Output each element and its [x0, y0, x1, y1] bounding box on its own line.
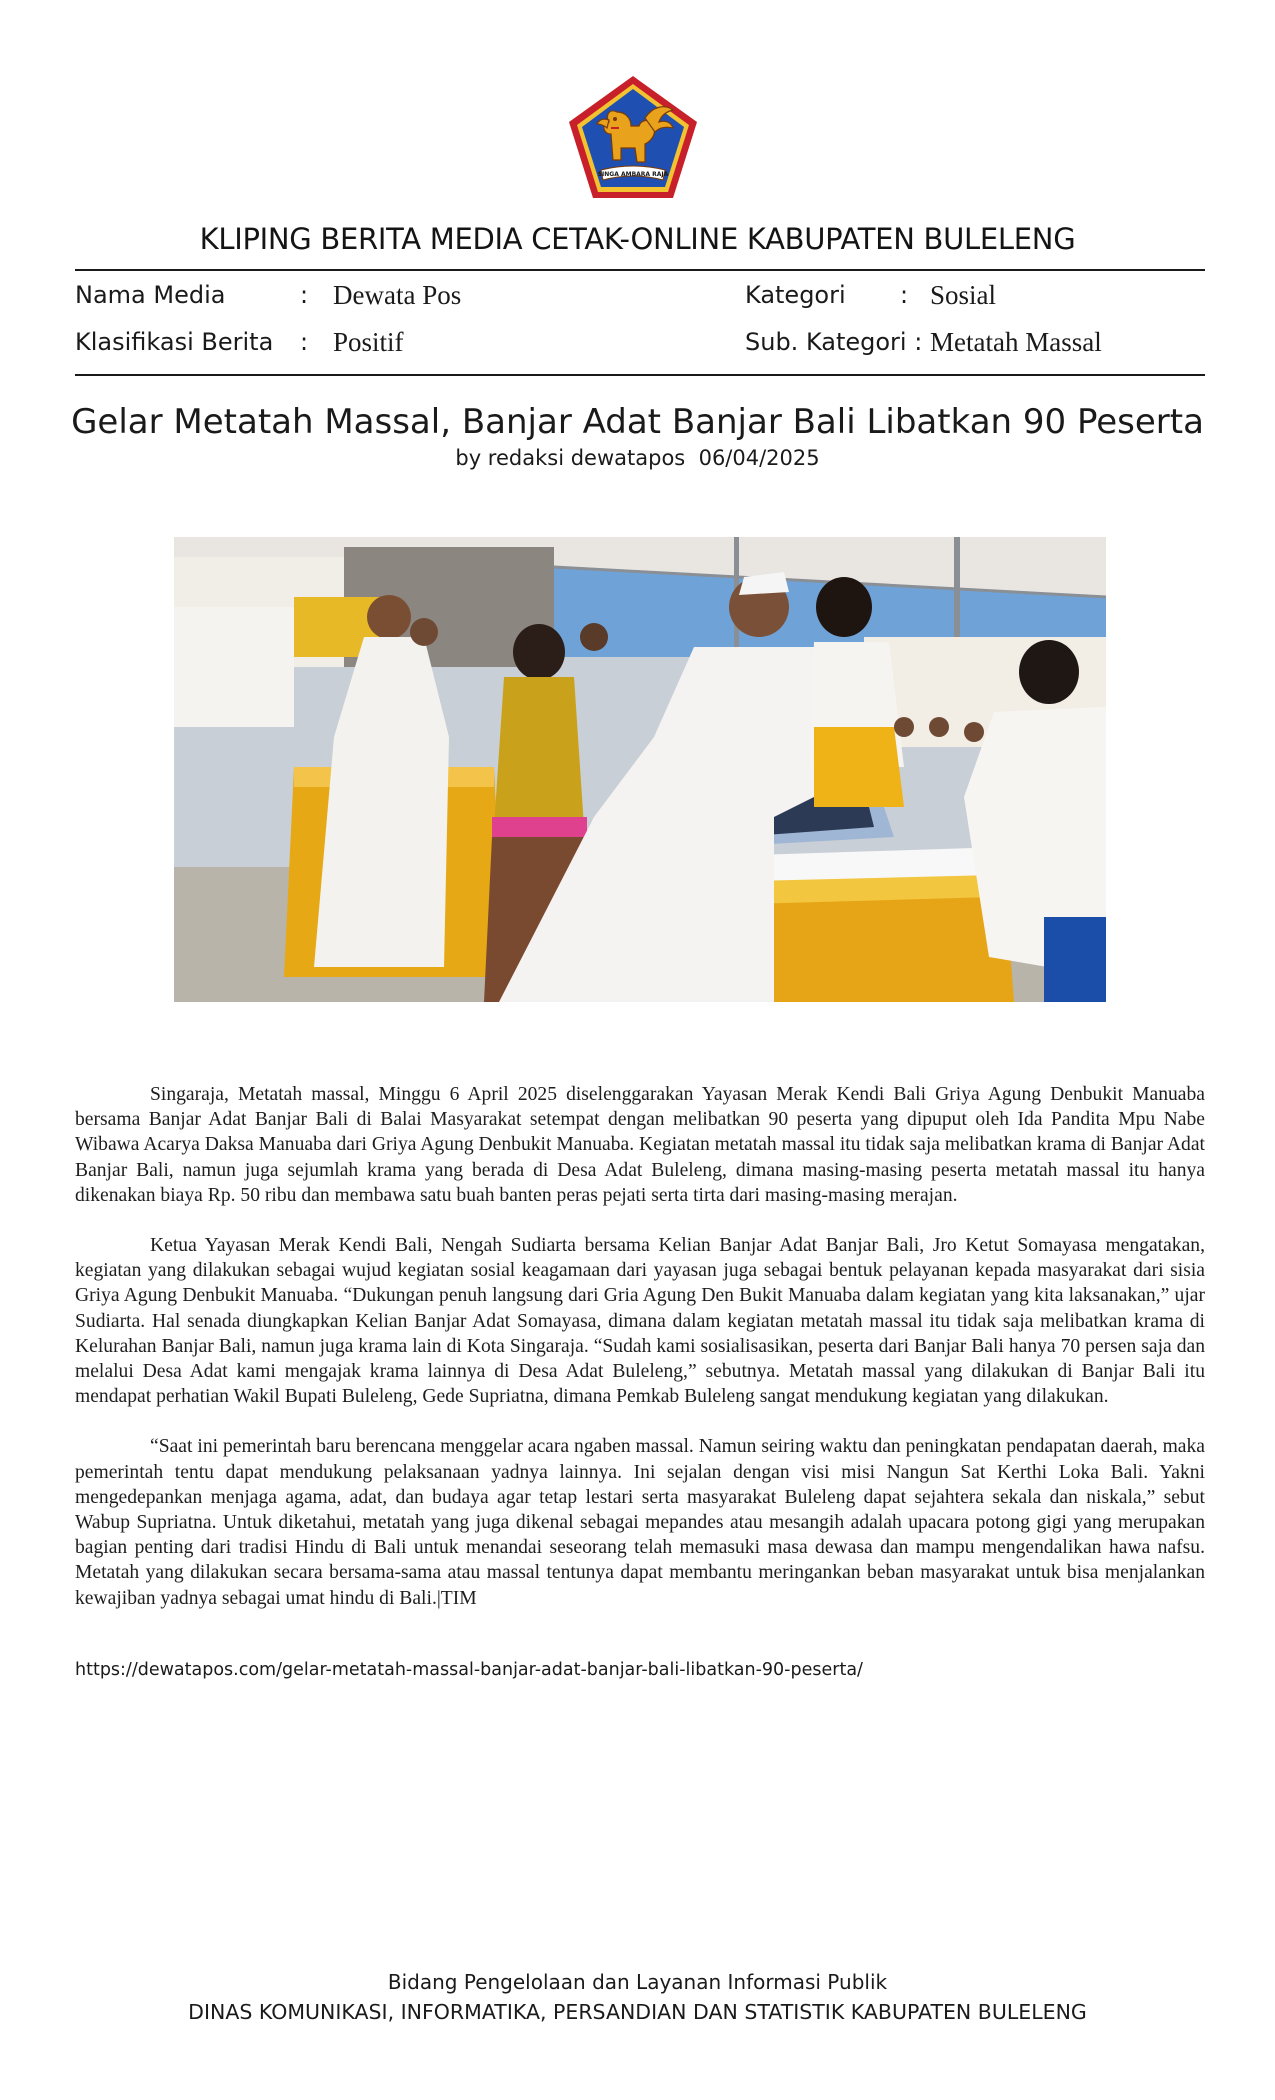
footer-department: Bidang Pengelolaan dan Layanan Informasi Publik — [387, 1970, 888, 1994]
header-divider-bottom — [75, 374, 1205, 376]
kategori-label: Kategori — [745, 281, 846, 309]
crest-icon — [565, 74, 701, 202]
header-title: KLIPING BERITA MEDIA CETAK-ONLINE KABUPATEN BULELENG — [199, 222, 1076, 256]
kategori-colon: : — [900, 281, 909, 309]
article-title: Gelar Metatah Massal, Banjar Adat Banjar Bali Libatkan 90 Peserta — [71, 402, 1204, 442]
source-url-link[interactable]: https://dewatapos.com/gelar-metatah-massal-banjar-adat-banjar-bali-libatkan-90-peserta/ — [75, 1660, 863, 1680]
buleleng-crest-logo — [565, 74, 701, 202]
klasifikasi-colon: : — [300, 328, 309, 356]
klasifikasi-value: Positif — [333, 327, 404, 357]
nama-media-label: Nama Media — [75, 281, 226, 309]
nama-media-value: Dewata Pos — [333, 280, 462, 310]
header-divider-top — [75, 269, 1205, 271]
article-paragraph-1: Singaraja, Metatah massal, Minggu 6 April 2025 diselenggarakan Yayasan Merak Kendi Bali Griya Agung Denbukit Manuaba bersama Banjar Adat Banjar Bali di Balai Masyarakat setempat dengan melibatkan 90 peserta yang dipuput oleh Ida Pandita Mpu Nabe Wibawa Acarya Daksa Manuaba dari Griya Agung Denbukit Manuaba. Kegiatan metatah massal itu tidak saja melibatkan krama di Banjar Adat Banjar Bali, namun juga sejumlah krama yang berada di Desa Adat Buleleng, dimana masing-masing peserta metatah massal itu hanya dikenakan biaya Rp. 50 ribu dan membawa satu buah banten peras pejati serta tirta dari masing-masing merajan. — [75, 1084, 1205, 1206]
ceremony-photo-image — [174, 537, 1106, 1002]
sub-kategori-label: Sub. Kategori : — [745, 328, 923, 356]
klasifikasi-label: Klasifikasi Berita — [75, 328, 274, 356]
footer-agency: DINAS KOMUNIKASI, INFORMATIKA, PERSANDIAN DAN STATISTIK KABUPATEN BULELENG — [188, 2000, 1087, 2024]
sub-kategori-value: Metatah Massal — [930, 327, 1102, 357]
nama-media-colon: : — [300, 281, 309, 309]
kategori-value: Sosial — [930, 280, 997, 310]
article-paragraph-3: “Saat ini pemerintah baru berencana menggelar acara ngaben massal. Namun seiring waktu dan peningkatan pendapatan daerah, maka pemerintah tentu dapat mendukung pelaksanaan yadnya lainnya. Ini sejalan dengan visi misi Nangun Sat Kerthi Loka Bali. Yakni mengedepankan menjaga agama, adat, dan budaya agar tetap lestari serta masyarakat Buleleng dapat sejahtera sekala dan niskala,” sebut Wabup Supriatna. Untuk diketahui, metatah yang juga dikenal sebagai mepandes atau mesangih adalah upacara potong gigi yang merupakan bagian penting dari tradisi Hindu di Bali untuk menandai seseorang telah memasuki masa dewasa dan mampu mengendalikan hawa nafsu. Metatah yang dilakukan secara bersama-sama atau massal tentunya dapat membantu meringankan beban masyarakat untuk bisa menjalankan kewajiban yadnya sebagai umat hindu di Bali.|TIM — [75, 1436, 1205, 1609]
article-paragraph-2: Ketua Yayasan Merak Kendi Bali, Nengah Sudiarta bersama Kelian Banjar Adat Banjar Bali, Jro Ketut Somayasa mengatakan, kegiatan yang dilakukan sebagai wujud kegiatan sosial keagamaan dari yayasan juga sebagai bentuk pelayanan kepada masyarakat dari sisia Griya Agung Denbukit Manuaba. “Dukungan penuh langsung dari Gria Agung Den Bukit Manuaba dalam kegiatan yang kita laksanakan,” ujar Sudiarta. Hal senada diungkapkan Kelian Banjar Adat Somayasa, dimana dalam kegiatan metatah massal itu tidak saja melibatkan krama di Kelurahan Banjar Bali, namun juga krama lain di Kota Singaraja. “Sudah kami sosialisasikan, peserta dari Banjar Bali hanya 70 persen saja dan melalui Desa Adat kami mengajak krama lainnya di Desa Adat Buleleng,” sebutnya. Metatah massal yang dilakukan di Banjar Bali itu mendapat perhatian Wakil Bupati Buleleng, Gede Supriatna, dimana Pemkab Buleleng sangat mendukung kegiatan yang dilakukan. — [75, 1235, 1205, 1408]
article-photo — [174, 537, 1106, 1002]
article-byline: by redaksi dewatapos 06/04/2025 — [455, 446, 820, 470]
svg-text:SINGA AMBARA RAJA: SINGA AMBARA RAJA — [597, 171, 669, 178]
article-body — [75, 1082, 1205, 1636]
